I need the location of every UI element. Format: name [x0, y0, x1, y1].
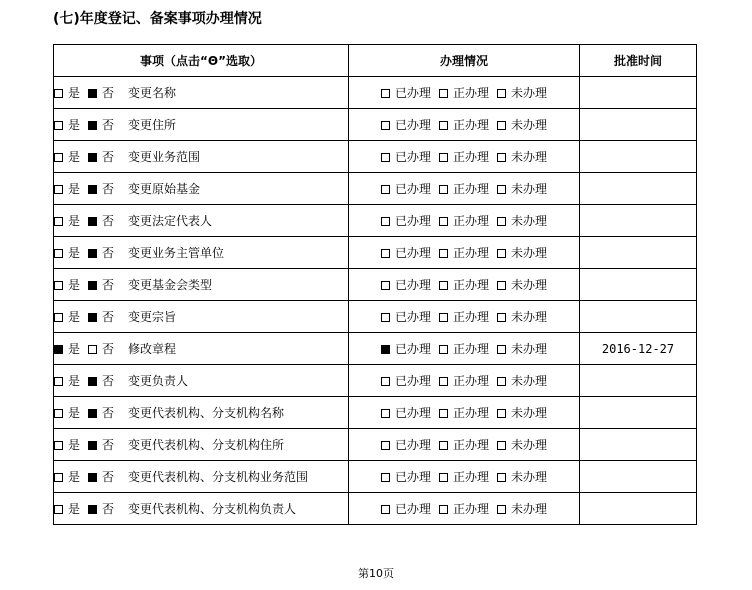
status-done-label: 已办理 — [394, 118, 431, 132]
no-checkbox[interactable] — [88, 473, 97, 482]
no-checkbox[interactable] — [88, 377, 97, 386]
status-in-progress-label: 正办理 — [452, 86, 489, 100]
status-in-progress-checkbox[interactable] — [439, 217, 448, 226]
status-done-label: 已办理 — [394, 246, 431, 260]
no-label: 否 — [102, 150, 115, 164]
no-label: 否 — [102, 246, 115, 260]
no-label: 否 — [102, 374, 115, 388]
approval-date-cell — [580, 237, 697, 269]
status-cell — [349, 365, 580, 397]
page-number: 第10页 — [358, 567, 394, 580]
status-in-progress-label: 正办理 — [452, 118, 489, 132]
item-cell — [54, 173, 349, 205]
yes-label: 是 — [68, 246, 81, 260]
status-in-progress-label: 正办理 — [452, 470, 489, 484]
no-checkbox[interactable] — [88, 121, 97, 130]
status-cell — [349, 301, 580, 333]
yes-label: 是 — [68, 182, 81, 196]
yes-checkbox[interactable] — [54, 153, 63, 162]
yes-label: 是 — [68, 374, 81, 388]
yes-checkbox[interactable] — [54, 377, 63, 386]
status-done-label: 已办理 — [394, 182, 431, 196]
status-not-done-label: 未办理 — [511, 182, 548, 196]
status-not-done-checkbox[interactable] — [497, 153, 506, 162]
item-cell — [54, 205, 349, 237]
item-cell — [54, 493, 349, 525]
status-cell — [349, 269, 580, 301]
yes-checkbox[interactable] — [54, 249, 63, 258]
no-checkbox[interactable] — [88, 441, 97, 450]
yes-checkbox[interactable] — [54, 121, 63, 130]
yes-checkbox[interactable] — [54, 185, 63, 194]
status-not-done-label: 未办理 — [511, 118, 548, 132]
status-not-done-checkbox[interactable] — [497, 217, 506, 226]
status-not-done-checkbox[interactable] — [497, 505, 506, 514]
no-checkbox[interactable] — [88, 505, 97, 514]
approval-date-cell — [580, 269, 697, 301]
header-status: 办理情况 — [349, 45, 580, 77]
yes-label: 是 — [68, 86, 81, 100]
yes-checkbox[interactable] — [54, 217, 63, 226]
status-done-checkbox[interactable] — [381, 441, 390, 450]
status-not-done-checkbox[interactable] — [497, 377, 506, 386]
status-cell — [349, 429, 580, 461]
status-in-progress-checkbox[interactable] — [439, 409, 448, 418]
header-approval-date: 批准时间 — [580, 45, 697, 77]
table-row — [54, 205, 697, 237]
table-row — [54, 173, 697, 205]
status-done-label: 已办理 — [394, 470, 431, 484]
status-in-progress-checkbox[interactable] — [439, 121, 448, 130]
yes-label: 是 — [68, 278, 81, 292]
item-cell — [54, 397, 349, 429]
approval-date-cell — [580, 429, 697, 461]
section-title: (七)年度登记、备案事项办理情况 — [53, 11, 262, 27]
status-done-label: 已办理 — [394, 150, 431, 164]
item-cell — [54, 237, 349, 269]
status-not-done-label: 未办理 — [511, 406, 548, 420]
status-not-done-label: 未办理 — [511, 374, 548, 388]
item-cell — [54, 301, 349, 333]
status-done-checkbox[interactable] — [381, 217, 390, 226]
item-name: 变更法定代表人 — [128, 214, 213, 228]
no-checkbox[interactable] — [88, 249, 97, 258]
status-in-progress-checkbox[interactable] — [439, 89, 448, 98]
status-not-done-checkbox[interactable] — [497, 345, 506, 354]
no-label: 否 — [102, 118, 115, 132]
table-row — [54, 301, 697, 333]
no-checkbox[interactable] — [88, 153, 97, 162]
status-not-done-checkbox[interactable] — [497, 441, 506, 450]
yes-checkbox[interactable] — [54, 313, 63, 322]
no-label: 否 — [102, 406, 115, 420]
item-cell — [54, 269, 349, 301]
no-checkbox[interactable] — [88, 281, 97, 290]
status-done-checkbox[interactable] — [381, 153, 390, 162]
status-done-label: 已办理 — [394, 214, 431, 228]
no-checkbox[interactable] — [88, 409, 97, 418]
yes-checkbox[interactable] — [54, 345, 63, 354]
status-in-progress-label: 正办理 — [452, 502, 489, 516]
no-label: 否 — [102, 278, 115, 292]
table-header-row — [54, 45, 697, 77]
status-not-done-checkbox[interactable] — [497, 185, 506, 194]
status-in-progress-label: 正办理 — [452, 278, 489, 292]
item-name: 变更代表机构、分支机构名称 — [128, 406, 285, 420]
status-in-progress-label: 正办理 — [452, 182, 489, 196]
item-cell — [54, 77, 349, 109]
status-in-progress-label: 正办理 — [452, 214, 489, 228]
status-done-checkbox[interactable] — [381, 377, 390, 386]
no-label: 否 — [102, 502, 115, 516]
status-not-done-label: 未办理 — [511, 502, 548, 516]
status-cell — [349, 77, 580, 109]
status-cell — [349, 205, 580, 237]
status-done-label: 已办理 — [394, 86, 431, 100]
status-not-done-checkbox[interactable] — [497, 473, 506, 482]
status-in-progress-label: 正办理 — [452, 150, 489, 164]
status-cell — [349, 109, 580, 141]
table-row — [54, 461, 697, 493]
status-not-done-label: 未办理 — [511, 86, 548, 100]
status-done-checkbox[interactable] — [381, 409, 390, 418]
yes-checkbox[interactable] — [54, 441, 63, 450]
status-in-progress-checkbox[interactable] — [439, 185, 448, 194]
status-done-checkbox[interactable] — [381, 185, 390, 194]
no-label: 否 — [102, 470, 115, 484]
yes-label: 是 — [68, 118, 81, 132]
status-done-label: 已办理 — [394, 406, 431, 420]
approval-date-cell — [580, 461, 697, 493]
item-cell — [54, 333, 349, 365]
approval-date-cell — [580, 141, 697, 173]
item-cell — [54, 141, 349, 173]
status-in-progress-checkbox[interactable] — [439, 313, 448, 322]
no-checkbox[interactable] — [88, 345, 97, 354]
yes-label: 是 — [68, 150, 81, 164]
status-not-done-label: 未办理 — [511, 214, 548, 228]
yes-label: 是 — [68, 342, 81, 356]
status-in-progress-checkbox[interactable] — [439, 505, 448, 514]
status-not-done-checkbox[interactable] — [497, 249, 506, 258]
item-name: 变更代表机构、分支机构住所 — [128, 438, 285, 452]
table-row — [54, 429, 697, 461]
table-row — [54, 109, 697, 141]
status-done-checkbox[interactable] — [381, 473, 390, 482]
status-cell — [349, 333, 580, 365]
status-done-label: 已办理 — [394, 342, 431, 356]
status-done-checkbox[interactable] — [381, 313, 390, 322]
no-checkbox[interactable] — [88, 313, 97, 322]
status-not-done-label: 未办理 — [511, 342, 548, 356]
approval-date-cell — [580, 173, 697, 205]
item-name: 变更名称 — [128, 86, 177, 100]
status-done-checkbox[interactable] — [381, 345, 390, 354]
status-not-done-checkbox[interactable] — [497, 313, 506, 322]
status-in-progress-label: 正办理 — [452, 310, 489, 324]
yes-label: 是 — [68, 406, 81, 420]
item-name: 变更基金会类型 — [128, 278, 213, 292]
item-cell — [54, 365, 349, 397]
status-cell — [349, 173, 580, 205]
status-done-checkbox[interactable] — [381, 89, 390, 98]
status-in-progress-label: 正办理 — [452, 438, 489, 452]
status-done-label: 已办理 — [394, 278, 431, 292]
no-label: 否 — [102, 182, 115, 196]
status-done-checkbox[interactable] — [381, 505, 390, 514]
table-row — [54, 141, 697, 173]
no-checkbox[interactable] — [88, 217, 97, 226]
item-name: 变更住所 — [128, 118, 177, 132]
status-not-done-label: 未办理 — [511, 278, 548, 292]
status-cell — [349, 237, 580, 269]
approval-date-cell — [580, 205, 697, 237]
table-row — [54, 397, 697, 429]
status-not-done-checkbox[interactable] — [497, 121, 506, 130]
status-not-done-checkbox[interactable] — [497, 281, 506, 290]
item-name: 修改章程 — [128, 342, 177, 356]
yes-checkbox[interactable] — [54, 473, 63, 482]
approval-date-cell — [580, 301, 697, 333]
item-name: 变更代表机构、分支机构业务范围 — [128, 470, 309, 484]
status-done-checkbox[interactable] — [381, 281, 390, 290]
yes-checkbox[interactable] — [54, 505, 63, 514]
table-row — [54, 493, 697, 525]
yes-checkbox[interactable] — [54, 89, 63, 98]
no-label: 否 — [102, 342, 115, 356]
item-name: 变更宗旨 — [128, 310, 177, 324]
yes-checkbox[interactable] — [54, 281, 63, 290]
approval-date-cell — [580, 397, 697, 429]
approval-date-cell: 2016-12-27 — [580, 333, 697, 365]
header-item: 事项（点击“Θ”选取） — [54, 45, 349, 77]
status-not-done-label: 未办理 — [511, 438, 548, 452]
status-done-label: 已办理 — [394, 502, 431, 516]
registration-table — [53, 44, 697, 525]
status-not-done-label: 未办理 — [511, 150, 548, 164]
status-done-label: 已办理 — [394, 310, 431, 324]
item-name: 变更业务范围 — [128, 150, 201, 164]
item-name: 变更业务主管单位 — [128, 246, 225, 260]
status-in-progress-checkbox[interactable] — [439, 249, 448, 258]
status-cell — [349, 461, 580, 493]
status-in-progress-checkbox[interactable] — [439, 345, 448, 354]
item-name: 变更负责人 — [128, 374, 189, 388]
table-row — [54, 237, 697, 269]
no-label: 否 — [102, 310, 115, 324]
status-cell — [349, 141, 580, 173]
status-not-done-checkbox[interactable] — [497, 409, 506, 418]
no-label: 否 — [102, 214, 115, 228]
status-in-progress-label: 正办理 — [452, 342, 489, 356]
approval-date-cell — [580, 493, 697, 525]
table-row — [54, 365, 697, 397]
table-row — [54, 269, 697, 301]
status-cell — [349, 397, 580, 429]
status-not-done-label: 未办理 — [511, 310, 548, 324]
status-done-checkbox[interactable] — [381, 121, 390, 130]
status-done-label: 已办理 — [394, 438, 431, 452]
status-in-progress-checkbox[interactable] — [439, 441, 448, 450]
no-label: 否 — [102, 438, 115, 452]
yes-checkbox[interactable] — [54, 409, 63, 418]
status-in-progress-checkbox[interactable] — [439, 377, 448, 386]
approval-date-cell — [580, 77, 697, 109]
status-done-checkbox[interactable] — [381, 249, 390, 258]
status-not-done-label: 未办理 — [511, 246, 548, 260]
yes-label: 是 — [68, 502, 81, 516]
item-cell — [54, 109, 349, 141]
no-checkbox[interactable] — [88, 185, 97, 194]
item-name: 变更原始基金 — [128, 182, 201, 196]
status-in-progress-label: 正办理 — [452, 406, 489, 420]
status-not-done-checkbox[interactable] — [497, 89, 506, 98]
table-row — [54, 77, 697, 109]
table-row — [54, 333, 697, 365]
status-in-progress-checkbox[interactable] — [439, 153, 448, 162]
yes-label: 是 — [68, 470, 81, 484]
status-cell — [349, 493, 580, 525]
yes-label: 是 — [68, 310, 81, 324]
status-done-label: 已办理 — [394, 374, 431, 388]
status-not-done-label: 未办理 — [511, 470, 548, 484]
item-cell — [54, 461, 349, 493]
approval-date-cell — [580, 365, 697, 397]
yes-label: 是 — [68, 214, 81, 228]
status-in-progress-checkbox[interactable] — [439, 473, 448, 482]
status-in-progress-checkbox[interactable] — [439, 281, 448, 290]
status-in-progress-label: 正办理 — [452, 246, 489, 260]
approval-date-cell — [580, 109, 697, 141]
no-label: 否 — [102, 86, 115, 100]
item-cell — [54, 429, 349, 461]
item-name: 变更代表机构、分支机构负责人 — [128, 502, 297, 516]
status-in-progress-label: 正办理 — [452, 374, 489, 388]
yes-label: 是 — [68, 438, 81, 452]
no-checkbox[interactable] — [88, 89, 97, 98]
